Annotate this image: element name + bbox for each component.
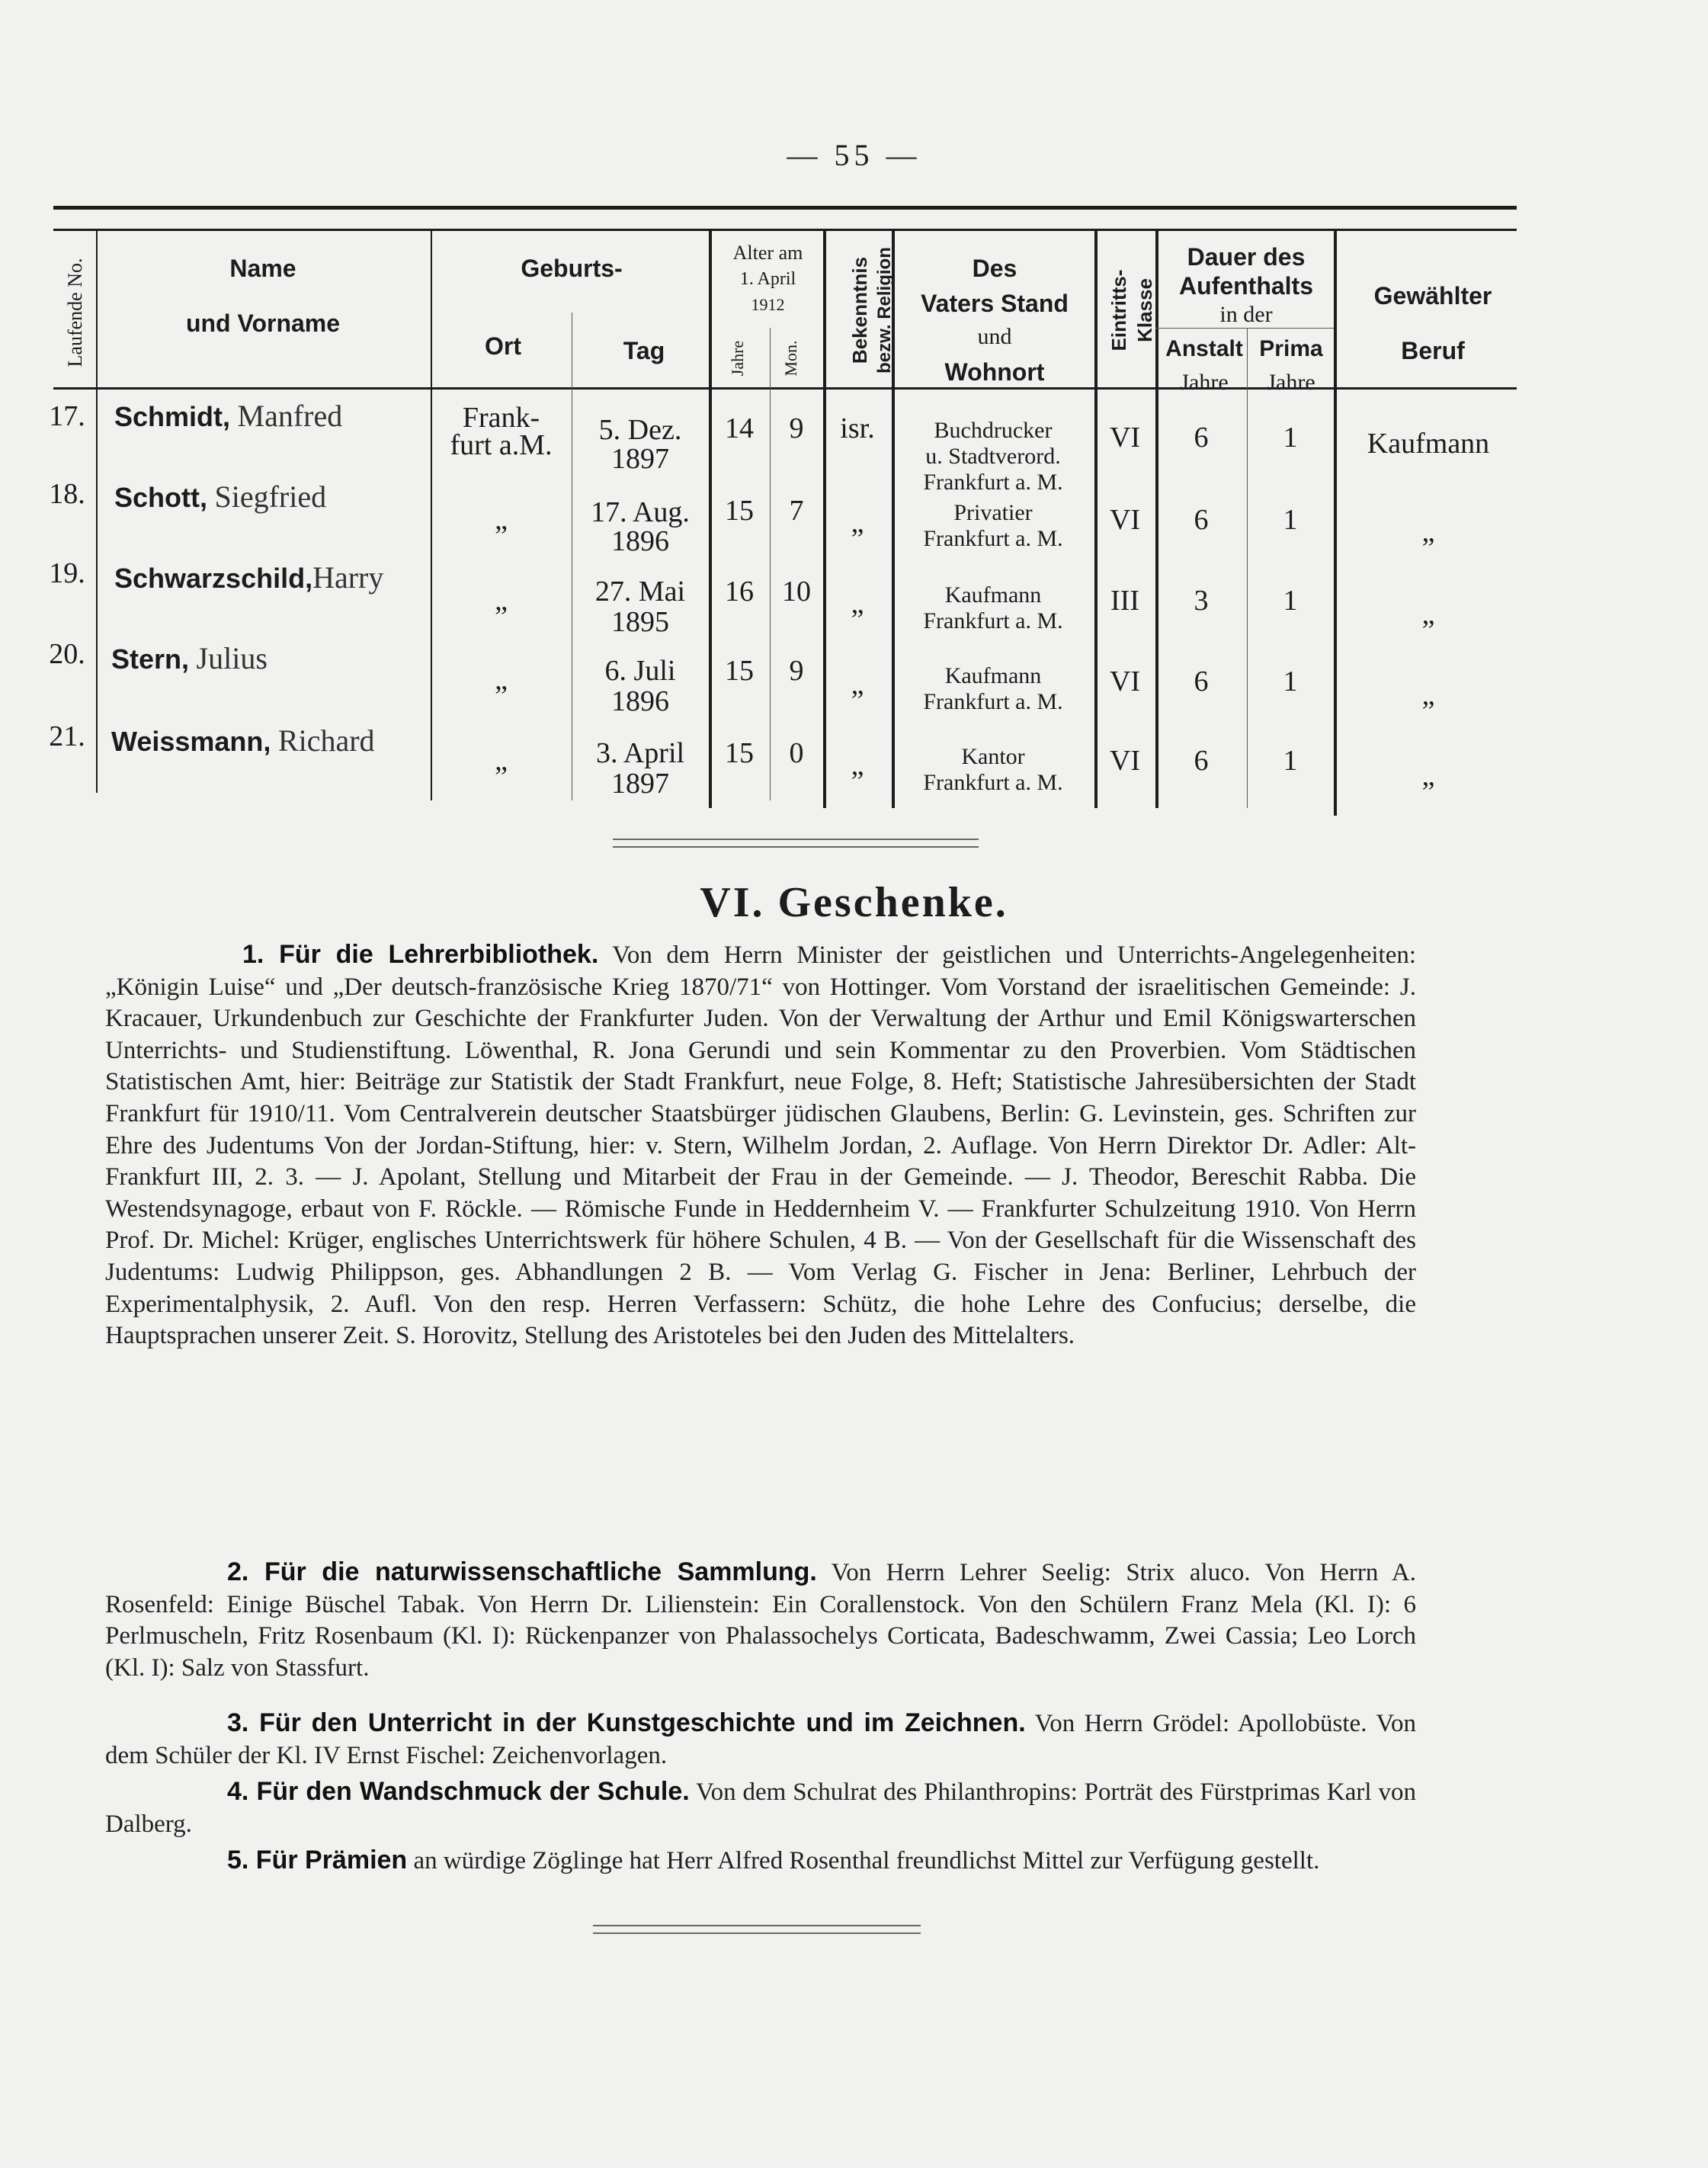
- row-name: [114, 479, 327, 514]
- header-dauer: Dauer des: [1187, 243, 1306, 271]
- row-vater-2: u. Stadtverord.: [925, 444, 1061, 469]
- row-anstalt: 3: [1194, 585, 1209, 617]
- header-des: Des: [972, 255, 1017, 282]
- gift-paragraph-1: [105, 939, 1416, 1352]
- row-no: 21.: [49, 720, 85, 752]
- paragraph-text: Von Herrn Lehrer Seelig: Strix aluco. Von Herrn A. Rosenfeld: Einige Büschel Tabak. Von Herrn Dr. Lilienstein: Ein Corallenstock. Von den Schülern Franz Mela (Kl. I): 6 Perlmuscheln, Fritz Rosenbaum (Kl. I): Rückenpanzer von Phalassochelys Corticata, Badeschwamm, Zwei Cassia; Leo Lorch (Kl. I): Salz von Stassfurt.: [105, 1559, 1416, 1682]
- paragraph-lead: 5. Für Prämien: [227, 1846, 408, 1875]
- col-line: [96, 229, 98, 793]
- row-anstalt: 6: [1194, 745, 1209, 777]
- row-beruf: „: [1421, 516, 1435, 548]
- header-name: Name: [229, 255, 296, 282]
- header-mon: Mon.: [781, 340, 800, 377]
- separator-rule: [613, 839, 979, 848]
- row-no: 19.: [49, 557, 85, 589]
- row-mon: 10: [782, 576, 811, 608]
- page-number: — 55 —: [787, 138, 921, 172]
- row-tag-2: 1896: [611, 685, 669, 717]
- row-no: 17.: [49, 400, 85, 432]
- paragraph-lead: 2. Für die naturwissenschaftliche Sammlung.: [227, 1557, 817, 1586]
- row-surname: Weissmann,: [111, 726, 271, 757]
- row-religion: „: [851, 588, 864, 620]
- row-prima: 1: [1283, 585, 1298, 617]
- row-name: [111, 723, 375, 758]
- row-ort-2: furt a.M.: [450, 429, 553, 461]
- header-und: und: [977, 324, 1012, 349]
- col-line: [1247, 328, 1248, 808]
- row-ort-1: „: [495, 585, 508, 617]
- paragraph-lead: 4. Für den Wandschmuck der Schule.: [227, 1777, 690, 1806]
- header-laufende-no: Laufende No.: [64, 258, 86, 367]
- row-klasse: VI: [1109, 504, 1141, 536]
- row-no: 20.: [49, 638, 85, 670]
- row-jahre: 15: [725, 737, 754, 769]
- row-name: [114, 399, 343, 433]
- row-ort-1: „: [495, 504, 508, 536]
- paragraph-lead: 3. Für den Unterricht in der Kunstgeschichte und im Zeichnen.: [227, 1708, 1026, 1737]
- row-klasse: VI: [1109, 665, 1141, 698]
- gift-paragraph-3: [105, 1708, 1416, 1772]
- row-anstalt: 6: [1194, 422, 1209, 454]
- row-firstname: Manfred: [237, 399, 343, 433]
- row-prima: 1: [1283, 504, 1298, 536]
- header-jahre: Jahre: [728, 340, 747, 377]
- table-top-rule-inner: [53, 229, 1517, 231]
- row-vater-2: Frankfurt a. M.: [923, 689, 1063, 714]
- header-geburts: Geburts-: [521, 255, 623, 282]
- gift-paragraph-4: [105, 1776, 1416, 1840]
- row-surname: Schwarzschild,: [114, 563, 313, 594]
- header-alter-3: 1912: [751, 295, 785, 314]
- row-religion: „: [851, 507, 864, 539]
- row-mon: 7: [789, 495, 804, 527]
- header-vorname: und Vorname: [185, 309, 341, 337]
- row-jahre: 15: [725, 655, 754, 687]
- row-name: [111, 641, 268, 675]
- row-vater-1: Kaufmann: [944, 663, 1042, 688]
- row-mon: 9: [789, 655, 804, 687]
- row-firstname: Richard: [277, 723, 375, 758]
- paragraph-lead: 1. Für die Lehrerbibliothek.: [242, 940, 599, 969]
- row-tag-2: 1897: [611, 768, 669, 800]
- row-prima: 1: [1283, 665, 1298, 698]
- row-tag-2: 1897: [611, 443, 669, 475]
- gift-paragraph-2: [105, 1557, 1416, 1684]
- row-vater-1: Privatier: [953, 500, 1033, 525]
- row-mon: 9: [789, 412, 804, 444]
- header-prima-jahre: Jahre: [1267, 370, 1315, 395]
- header-aufenthalts: Aufenthalts: [1179, 272, 1313, 300]
- table-top-rule: [53, 206, 1517, 210]
- paragraph-text: an würdige Zöglinge hat Herr Alfred Rosenthal freundlichst Mittel zur Verfügung gestellt.: [407, 1847, 1320, 1875]
- row-mon: 0: [789, 737, 804, 769]
- row-vater-1: Buchdrucker: [934, 418, 1053, 443]
- header-religion: bezw. Religion: [874, 247, 895, 374]
- row-firstname: Julius: [196, 641, 268, 675]
- row-vater-2: Frankfurt a. M.: [923, 770, 1063, 795]
- row-prima: 1: [1283, 745, 1298, 777]
- header-alter-1: Alter am: [732, 242, 803, 264]
- header-bekenntnis: Bekenntnis: [848, 256, 871, 364]
- row-religion: isr.: [840, 412, 875, 444]
- row-vater-1: Kantor: [961, 744, 1025, 769]
- section-title: VI. Geschenke.: [700, 879, 1008, 926]
- header-klasse: Klasse: [1133, 278, 1156, 342]
- row-tag-1: 6. Juli: [604, 655, 676, 687]
- gift-paragraph-5: [105, 1845, 1416, 1878]
- header-beruf: Beruf: [1401, 337, 1465, 364]
- row-beruf: „: [1421, 598, 1435, 630]
- row-surname: Schott,: [114, 482, 207, 513]
- row-vater-3: Frankfurt a. M.: [923, 470, 1063, 495]
- paragraph-text: Von Herrn Grödel: Apollobüste. Von dem Schüler der Kl. IV Ernst Fischel: Zeichenvorlagen.: [105, 1710, 1416, 1769]
- row-surname: Schmidt,: [114, 401, 231, 432]
- row-beruf: Kaufmann: [1367, 428, 1490, 460]
- row-ort-1: „: [495, 664, 508, 696]
- row-surname: Stern,: [111, 643, 190, 675]
- row-klasse: III: [1110, 585, 1139, 617]
- header-vaters-stand: Vaters Stand: [921, 290, 1069, 317]
- row-beruf: „: [1421, 679, 1435, 711]
- row-tag-1: 5. Dez.: [598, 414, 682, 446]
- row-name: [114, 560, 384, 595]
- row-tag-1: 17. Aug.: [591, 496, 690, 528]
- row-beruf: „: [1421, 760, 1435, 792]
- row-tag-1: 3. April: [595, 737, 685, 769]
- row-religion: „: [851, 669, 864, 701]
- col-line: [770, 328, 771, 800]
- header-anstalt: Anstalt: [1165, 336, 1243, 361]
- row-klasse: VI: [1109, 422, 1141, 454]
- row-vater-2: Frankfurt a. M.: [923, 526, 1063, 551]
- row-firstname: Harry: [312, 560, 384, 595]
- header-in-der: in der: [1219, 302, 1273, 327]
- paragraph-text: Von dem Herrn Minister der geistlichen und Unterrichts-Angelegenheiten: „Königin Luise“ und „Der deutsch-französische Krieg 1870/71“ von Hottinger. Vom Vorstand der israelitischen Gemeinde: J. Kracauer, Urkundenbuch zur Geschichte der Frankfurter Juden. Von der Verwaltung der Arthur und Emil Königswarterschen Unterrichts- und Studienstiftung. Löwenthal, R. Jona Gerundi und sein Kommentar zu den Proverbien. Vom Städtischen Statistischen Amt, hier: Beiträge zur Statistik der Stadt Frankfurt, neue Folge, 8. Heft; Statistische Jahresübersichten der Stadt Frankfurt für 1910/11. Vom Centralverein deutscher Staatsbürger jüdischen Glaubens, Berlin: G. Levinstein, ges. Schriften zur Ehre des Judentums Von der Jordan-Stiftung, hier: v. Stern, Wilhelm Jordan, 2. Auflage. Von Herrn Direktor Dr. Adler: Alt-Frankfurt III, 2. 3. — J. Apolant, Stellung und Mitarbeit der Frau in der Gemeinde. — J. Theodor, Bereschit Rabba. Die Westendsynagoge, erbaut von F. Röckle. — Römische Funde in Heddernheim V. — Frankfurter Schulzeitung 1910. Von Herrn Prof. Dr. Michel: Krüger, englisches Unterrichtswerk für höhere Schulen, 4 B. — Von der Gesellschaft für die Wissenschaft des Judentums: Ludwig Philippson, ges. Abhandlungen 2 B. — Vom Verlag G. Fischer in Jena: Berliner, Lehrbuch der Experimentalphysik, 2. Aufl. Von den resp. Herren Verfassern: Schütz, die hohe Lehre des Confucius; derselbe, die Hauptsprachen unserer Zeit. S. Horovitz, Stellung des Aristoteles bei den Juden des Mittelalters.: [105, 941, 1417, 1350]
- row-no: 18.: [49, 478, 85, 510]
- header-wohnort: Wohnort: [944, 358, 1045, 386]
- header-tag: Tag: [623, 337, 665, 364]
- row-jahre: 14: [725, 412, 754, 444]
- header-gewaehlter: Gewählter: [1373, 282, 1492, 309]
- row-ort-1: Frank-: [462, 402, 540, 434]
- row-religion: „: [851, 749, 864, 781]
- row-firstname: Siegfried: [214, 479, 327, 514]
- row-anstalt: 6: [1194, 665, 1209, 698]
- row-tag-2: 1895: [611, 606, 669, 638]
- row-ort-1: „: [495, 745, 508, 777]
- row-tag-1: 27. Mai: [594, 576, 686, 608]
- row-anstalt: 6: [1194, 504, 1209, 536]
- row-vater-2: Frankfurt a. M.: [923, 608, 1063, 633]
- separator-rule-bottom: [593, 1925, 921, 1934]
- header-ort: Ort: [485, 332, 521, 360]
- header-prima: Prima: [1259, 336, 1323, 361]
- row-jahre: 16: [725, 576, 754, 608]
- row-tag-2: 1896: [611, 525, 669, 557]
- row-prima: 1: [1283, 422, 1298, 454]
- header-anstalt-jahre: Jahre: [1180, 370, 1229, 395]
- row-vater-1: Kaufmann: [944, 582, 1042, 608]
- row-jahre: 15: [725, 495, 754, 527]
- header-alter-2: 1. April: [739, 269, 796, 289]
- paragraph-text: Von dem Schulrat des Philanthropins: Porträt des Fürstprimas Karl von Dalberg.: [105, 1778, 1416, 1838]
- header-eintritts: Eintritts-: [1107, 269, 1130, 351]
- row-klasse: VI: [1109, 745, 1141, 777]
